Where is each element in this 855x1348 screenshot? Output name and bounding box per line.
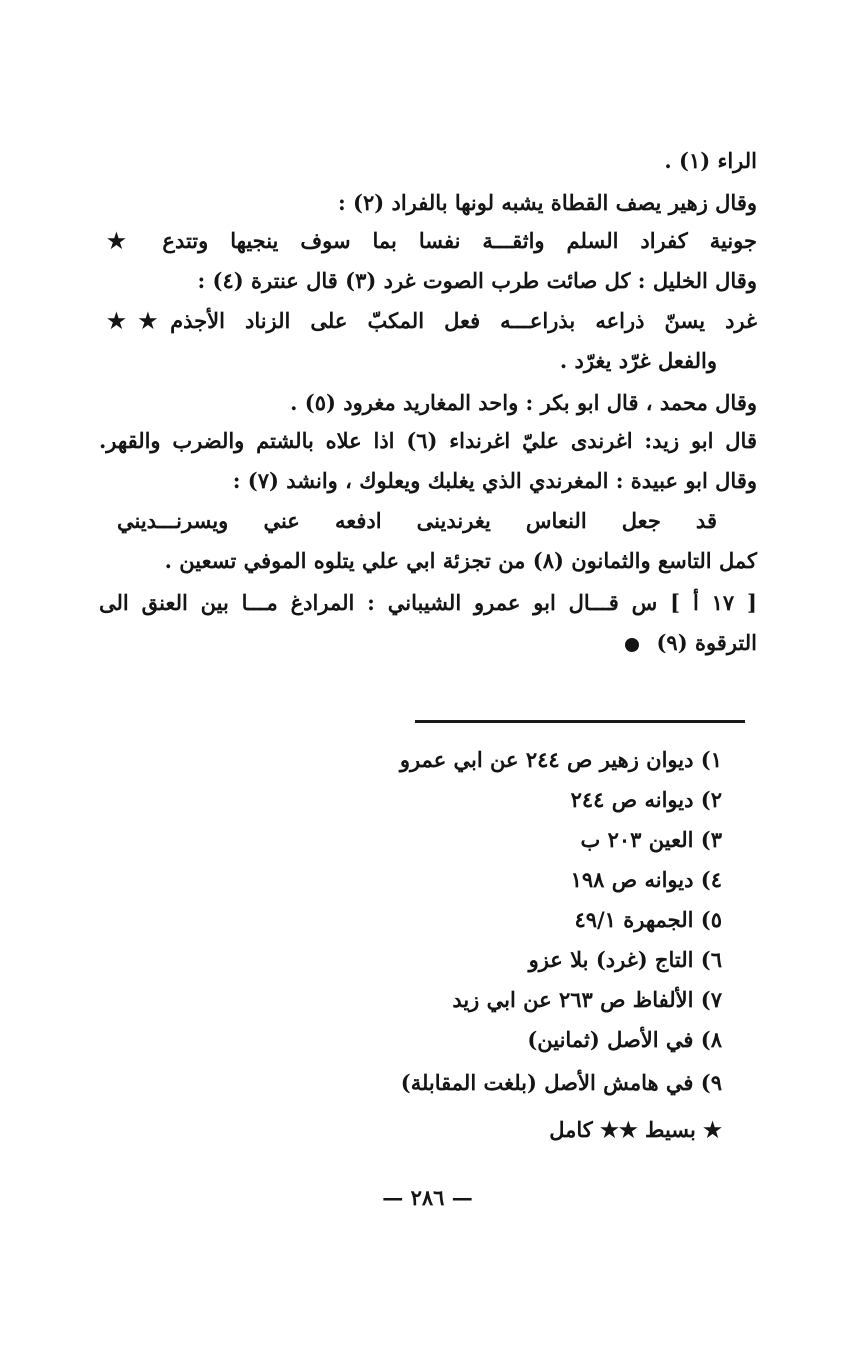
text-line-13-text: الترقوة (٩)	[656, 630, 757, 655]
text-line-11: كمل التاسع والثمانون (٨) من تجزئة ابي علي يتلوه الموفي تسعين .	[164, 548, 757, 573]
text-line-2: وقال زهير يصف القطاة يشبه لونها بالفراد (٢) :	[337, 190, 757, 215]
footnote-1: ١) ديوان زهير ص ٢٤٤ عن ابي عمرو	[399, 747, 722, 772]
footnote-9: ٩) في هامش الأصل (بلغت المقابلة)	[400, 1070, 722, 1095]
text-line-4: وقال الخليل : كل صائت طرب الصوت غرد (٣) قال عنترة (٤) :	[197, 268, 757, 293]
verse-line-1: جونية كفراد السلم واثقـــة نفسا بما سوف ينجيها وتتدع ★	[107, 228, 757, 253]
footnote-8: ٨) في الأصل (ثمانين)	[527, 1027, 722, 1052]
text-line-9: وقال ابو عبيدة : المغرندي الذي يغلبك ويعلوك ، وانشد (٧) :	[232, 468, 757, 493]
text-line-6: والفعل غرّد يغرّد .	[559, 348, 717, 373]
footnote-6: ٦) التاج (غرد) بلا عزو	[528, 947, 722, 972]
verse-line-2: غرد يسنّ ذراعه بذراعـــه فعل المكبّ على الزناد الأجذم★★	[107, 308, 757, 333]
footnote-5: ٥) الجمهرة ٤٩/١	[574, 907, 722, 932]
text-line-8: قال ابو زيد: اغرندى عليّ اغرنداء (٦) اذا علاه بالشتم والضرب والقهر.	[99, 428, 757, 453]
text-line-1: الراء (١) .	[664, 148, 757, 173]
footnote-divider	[415, 720, 745, 723]
meter-legend: ★ بسيط ★★ كامل	[549, 1117, 722, 1142]
text-line-12: [ ١٧ أ ] س قـــال ابو عمرو الشيباني : المرادغ مـــا بين العنق الى	[99, 590, 757, 615]
footnote-2: ٢) ديوانه ص ٢٤٤	[570, 787, 722, 812]
end-dot-icon	[625, 630, 639, 655]
page-number: — ٢٨٦ —	[382, 1185, 473, 1210]
footnote-3: ٣) العين ٢٠٣ ب	[580, 827, 722, 852]
footnote-4: ٤) ديوانه ص ١٩٨	[570, 867, 722, 892]
verse-line-3: قد جعل النعاس يغرندينى ادفعه عني ويسرنـــديني	[117, 508, 717, 533]
footnote-7: ٧) الألفاظ ص ٢٦٣ عن ابي زيد	[452, 987, 722, 1012]
text-line-13	[97, 628, 757, 658]
text-line-7: وقال محمد ، قال ابو بكر : واحد المغاريد مغرود (٥) .	[290, 390, 757, 415]
